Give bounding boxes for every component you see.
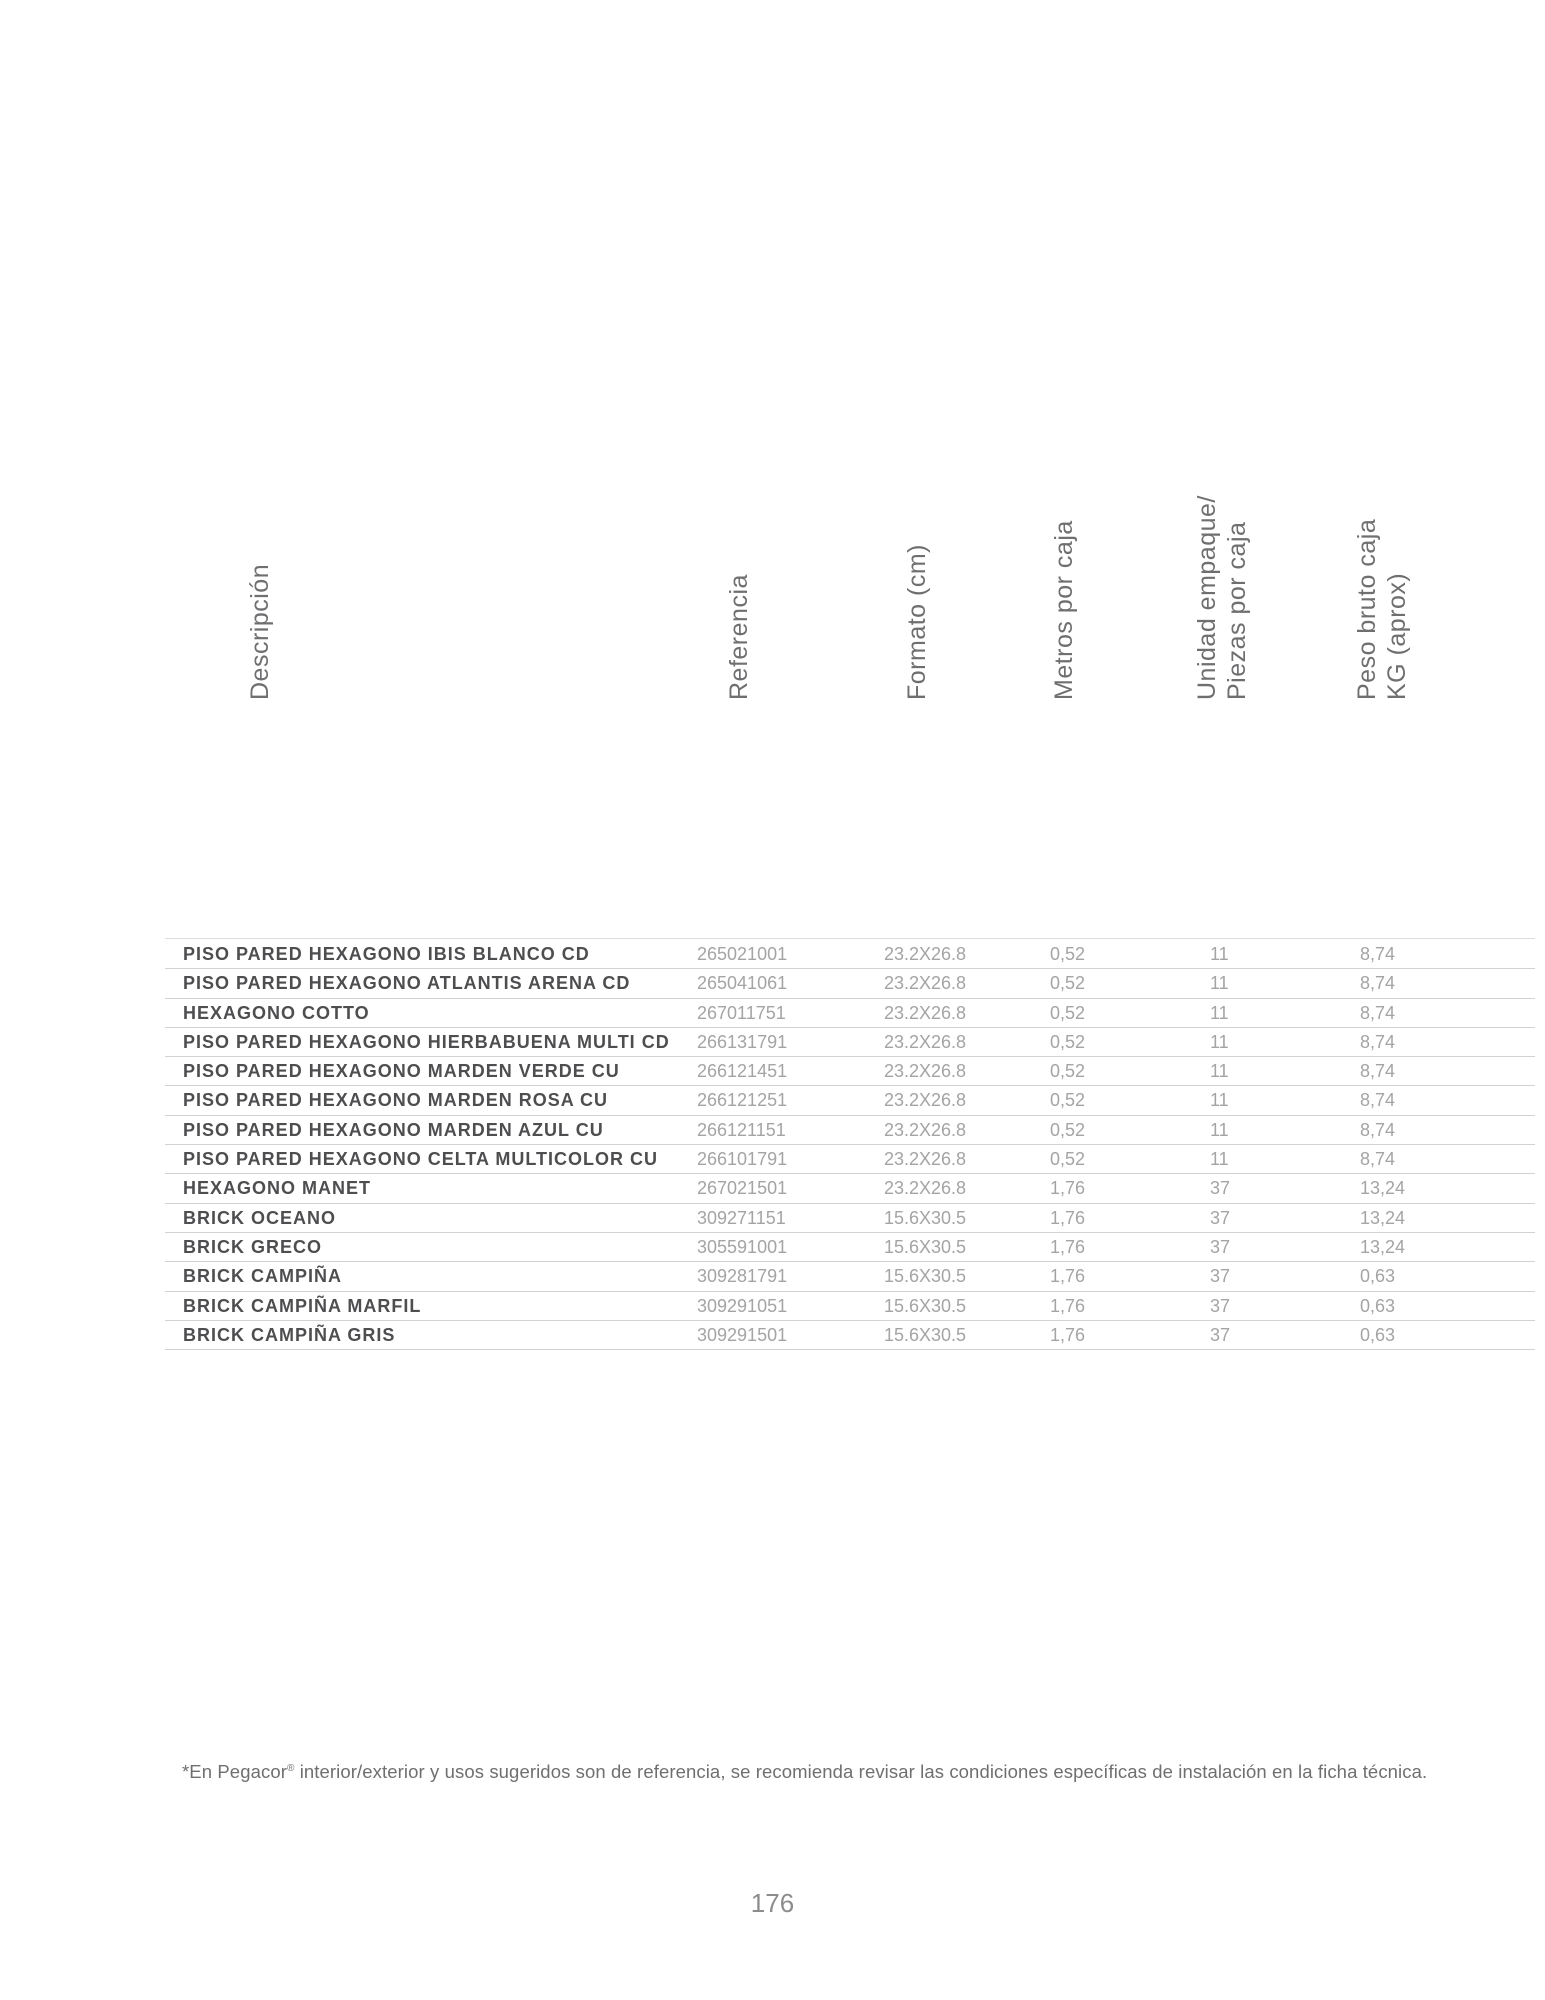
table-row	[165, 1057, 1535, 1086]
cell-unidad: 37	[1210, 1324, 1231, 1345]
cell-formato: 23.2X26.8	[884, 1031, 967, 1052]
table-row	[165, 999, 1535, 1028]
cell-referencia: 309271151	[697, 1207, 786, 1228]
cell-formato: 15.6X30.5	[884, 1207, 967, 1228]
cell-formato: 23.2X26.8	[884, 1002, 967, 1023]
table-row	[165, 969, 1535, 998]
cell-unidad: 11	[1210, 1119, 1229, 1140]
cell-peso: 8,74	[1360, 973, 1396, 994]
cell-descripcion: HEXAGONO MANET	[183, 1178, 372, 1199]
cell-referencia: 309291051	[697, 1295, 788, 1316]
cell-descripcion: BRICK OCEANO	[183, 1207, 337, 1228]
table-row	[165, 1116, 1535, 1145]
cell-descripcion: PISO PARED HEXAGONO MARDEN AZUL CU	[183, 1119, 604, 1140]
cell-descripcion: BRICK CAMPIÑA GRIS	[183, 1324, 396, 1345]
cell-metros: 1,76	[1050, 1207, 1086, 1228]
cell-formato: 23.2X26.8	[884, 1178, 967, 1199]
cell-metros: 0,52	[1050, 1002, 1086, 1023]
cell-formato: 23.2X26.8	[884, 973, 967, 994]
cell-metros: 0,52	[1050, 1031, 1086, 1052]
cell-unidad: 37	[1210, 1236, 1231, 1257]
cell-peso: 13,24	[1360, 1178, 1406, 1199]
cell-referencia: 266131791	[697, 1031, 788, 1052]
cell-metros: 1,76	[1050, 1178, 1086, 1199]
cell-descripcion: PISO PARED HEXAGONO HIERBABUENA MULTI CD	[183, 1031, 670, 1052]
header-line: Referencia	[725, 574, 753, 700]
cell-referencia: 265041061	[697, 973, 788, 994]
cell-metros: 1,76	[1050, 1324, 1086, 1345]
table-row	[165, 1174, 1535, 1203]
cell-unidad: 37	[1210, 1178, 1231, 1199]
cell-descripcion: PISO PARED HEXAGONO CELTA MULTICOLOR CU	[183, 1149, 658, 1170]
cell-peso: 0,63	[1360, 1295, 1396, 1316]
cell-unidad: 37	[1210, 1266, 1231, 1287]
header-descripcion	[245, 564, 275, 700]
cell-unidad: 11	[1210, 1031, 1229, 1052]
cell-referencia: 305591001	[697, 1236, 788, 1257]
cell-unidad: 11	[1210, 1002, 1229, 1023]
cell-formato: 23.2X26.8	[884, 1061, 967, 1082]
cell-descripcion: HEXAGONO COTTO	[183, 1002, 370, 1023]
table-top-rule	[165, 938, 1535, 939]
table-row	[165, 1233, 1535, 1262]
header-line: Piezas por caja	[1223, 521, 1251, 700]
cell-peso: 8,74	[1360, 944, 1396, 964]
cell-unidad: 11	[1210, 973, 1229, 994]
cell-descripcion: PISO PARED HEXAGONO ATLANTIS ARENA CD	[183, 973, 631, 994]
cell-formato: 23.2X26.8	[884, 944, 967, 964]
cell-peso: 8,74	[1360, 1061, 1396, 1082]
cell-descripcion: BRICK CAMPIÑA	[183, 1266, 342, 1287]
cell-referencia: 265021001	[697, 944, 788, 964]
cell-descripcion: PISO PARED HEXAGONO MARDEN ROSA CU	[183, 1090, 609, 1111]
cell-formato: 23.2X26.8	[884, 1119, 967, 1140]
cell-unidad: 37	[1210, 1295, 1231, 1316]
cell-unidad: 11	[1210, 1061, 1229, 1082]
cell-metros: 0,52	[1050, 1061, 1086, 1082]
header-line: Peso bruto caja	[1353, 518, 1381, 700]
cell-formato: 15.6X30.5	[884, 1236, 967, 1257]
cell-peso: 8,74	[1360, 1002, 1396, 1023]
cell-formato: 15.6X30.5	[884, 1295, 967, 1316]
cell-peso: 8,74	[1360, 1149, 1396, 1170]
table-row	[165, 1292, 1535, 1321]
header-metros-por-caja	[1049, 520, 1079, 700]
cell-metros: 0,52	[1050, 1090, 1086, 1111]
footnote: *En Pegacor® interior/exterior y usos sugeridos son de referencia, se recomienda revisar las condiciones específicas de instalación en la ficha técnica.	[182, 1761, 1428, 1782]
table-row	[165, 940, 1535, 969]
cell-referencia: 266121151	[697, 1119, 786, 1140]
cell-formato: 15.6X30.5	[884, 1324, 967, 1345]
table-row	[165, 1028, 1535, 1057]
cell-formato: 23.2X26.8	[884, 1149, 967, 1170]
cell-unidad: 11	[1210, 1149, 1229, 1170]
product-table	[165, 940, 1535, 1350]
table-row	[165, 1086, 1535, 1115]
cell-metros: 0,52	[1050, 944, 1086, 964]
cell-peso: 13,24	[1360, 1236, 1406, 1257]
cell-descripcion: BRICK GRECO	[183, 1236, 323, 1257]
header-formato	[902, 544, 932, 700]
cell-metros: 0,52	[1050, 973, 1086, 994]
cell-referencia: 267021501	[697, 1178, 788, 1199]
header-line: Metros por caja	[1050, 520, 1078, 700]
cell-referencia: 267011751	[697, 1002, 786, 1023]
header-line: KG (aprox)	[1383, 572, 1411, 700]
cell-referencia: 266121451	[697, 1061, 788, 1082]
cell-metros: 1,76	[1050, 1295, 1086, 1316]
cell-metros: 1,76	[1050, 1236, 1086, 1257]
cell-referencia: 309291501	[697, 1324, 788, 1345]
cell-formato: 15.6X30.5	[884, 1266, 967, 1287]
cell-peso: 0,63	[1360, 1266, 1396, 1287]
cell-referencia: 266121251	[697, 1090, 788, 1111]
table-row	[165, 1145, 1535, 1174]
header-peso-bruto	[1352, 519, 1412, 700]
page-number: 176	[750, 1888, 795, 1918]
header-unidad-empaque	[1192, 495, 1252, 700]
cell-peso: 8,74	[1360, 1031, 1396, 1052]
cell-unidad: 37	[1210, 1207, 1231, 1228]
table-row	[165, 1262, 1535, 1291]
cell-descripcion: PISO PARED HEXAGONO MARDEN VERDE CU	[183, 1061, 620, 1082]
header-referencia	[724, 574, 754, 700]
cell-metros: 0,52	[1050, 1149, 1086, 1170]
cell-peso: 8,74	[1360, 1090, 1396, 1111]
cell-unidad: 11	[1210, 1090, 1229, 1111]
cell-metros: 0,52	[1050, 1119, 1086, 1140]
cell-unidad: 11	[1210, 944, 1229, 964]
cell-descripcion: BRICK CAMPIÑA MARFIL	[183, 1295, 422, 1316]
cell-peso: 0,63	[1360, 1324, 1396, 1345]
cell-metros: 1,76	[1050, 1266, 1086, 1287]
cell-referencia: 266101791	[697, 1149, 788, 1170]
table-row	[165, 1321, 1535, 1350]
cell-descripcion: PISO PARED HEXAGONO IBIS BLANCO CD	[183, 944, 590, 964]
cell-formato: 23.2X26.8	[884, 1090, 967, 1111]
header-line: Unidad empaque/	[1193, 495, 1221, 700]
table-row	[165, 1204, 1535, 1233]
header-line: Formato (cm)	[903, 544, 931, 700]
header-line: Descripción	[246, 563, 274, 700]
cell-peso: 13,24	[1360, 1207, 1406, 1228]
cell-referencia: 309281791	[697, 1266, 788, 1287]
cell-peso: 8,74	[1360, 1119, 1396, 1140]
